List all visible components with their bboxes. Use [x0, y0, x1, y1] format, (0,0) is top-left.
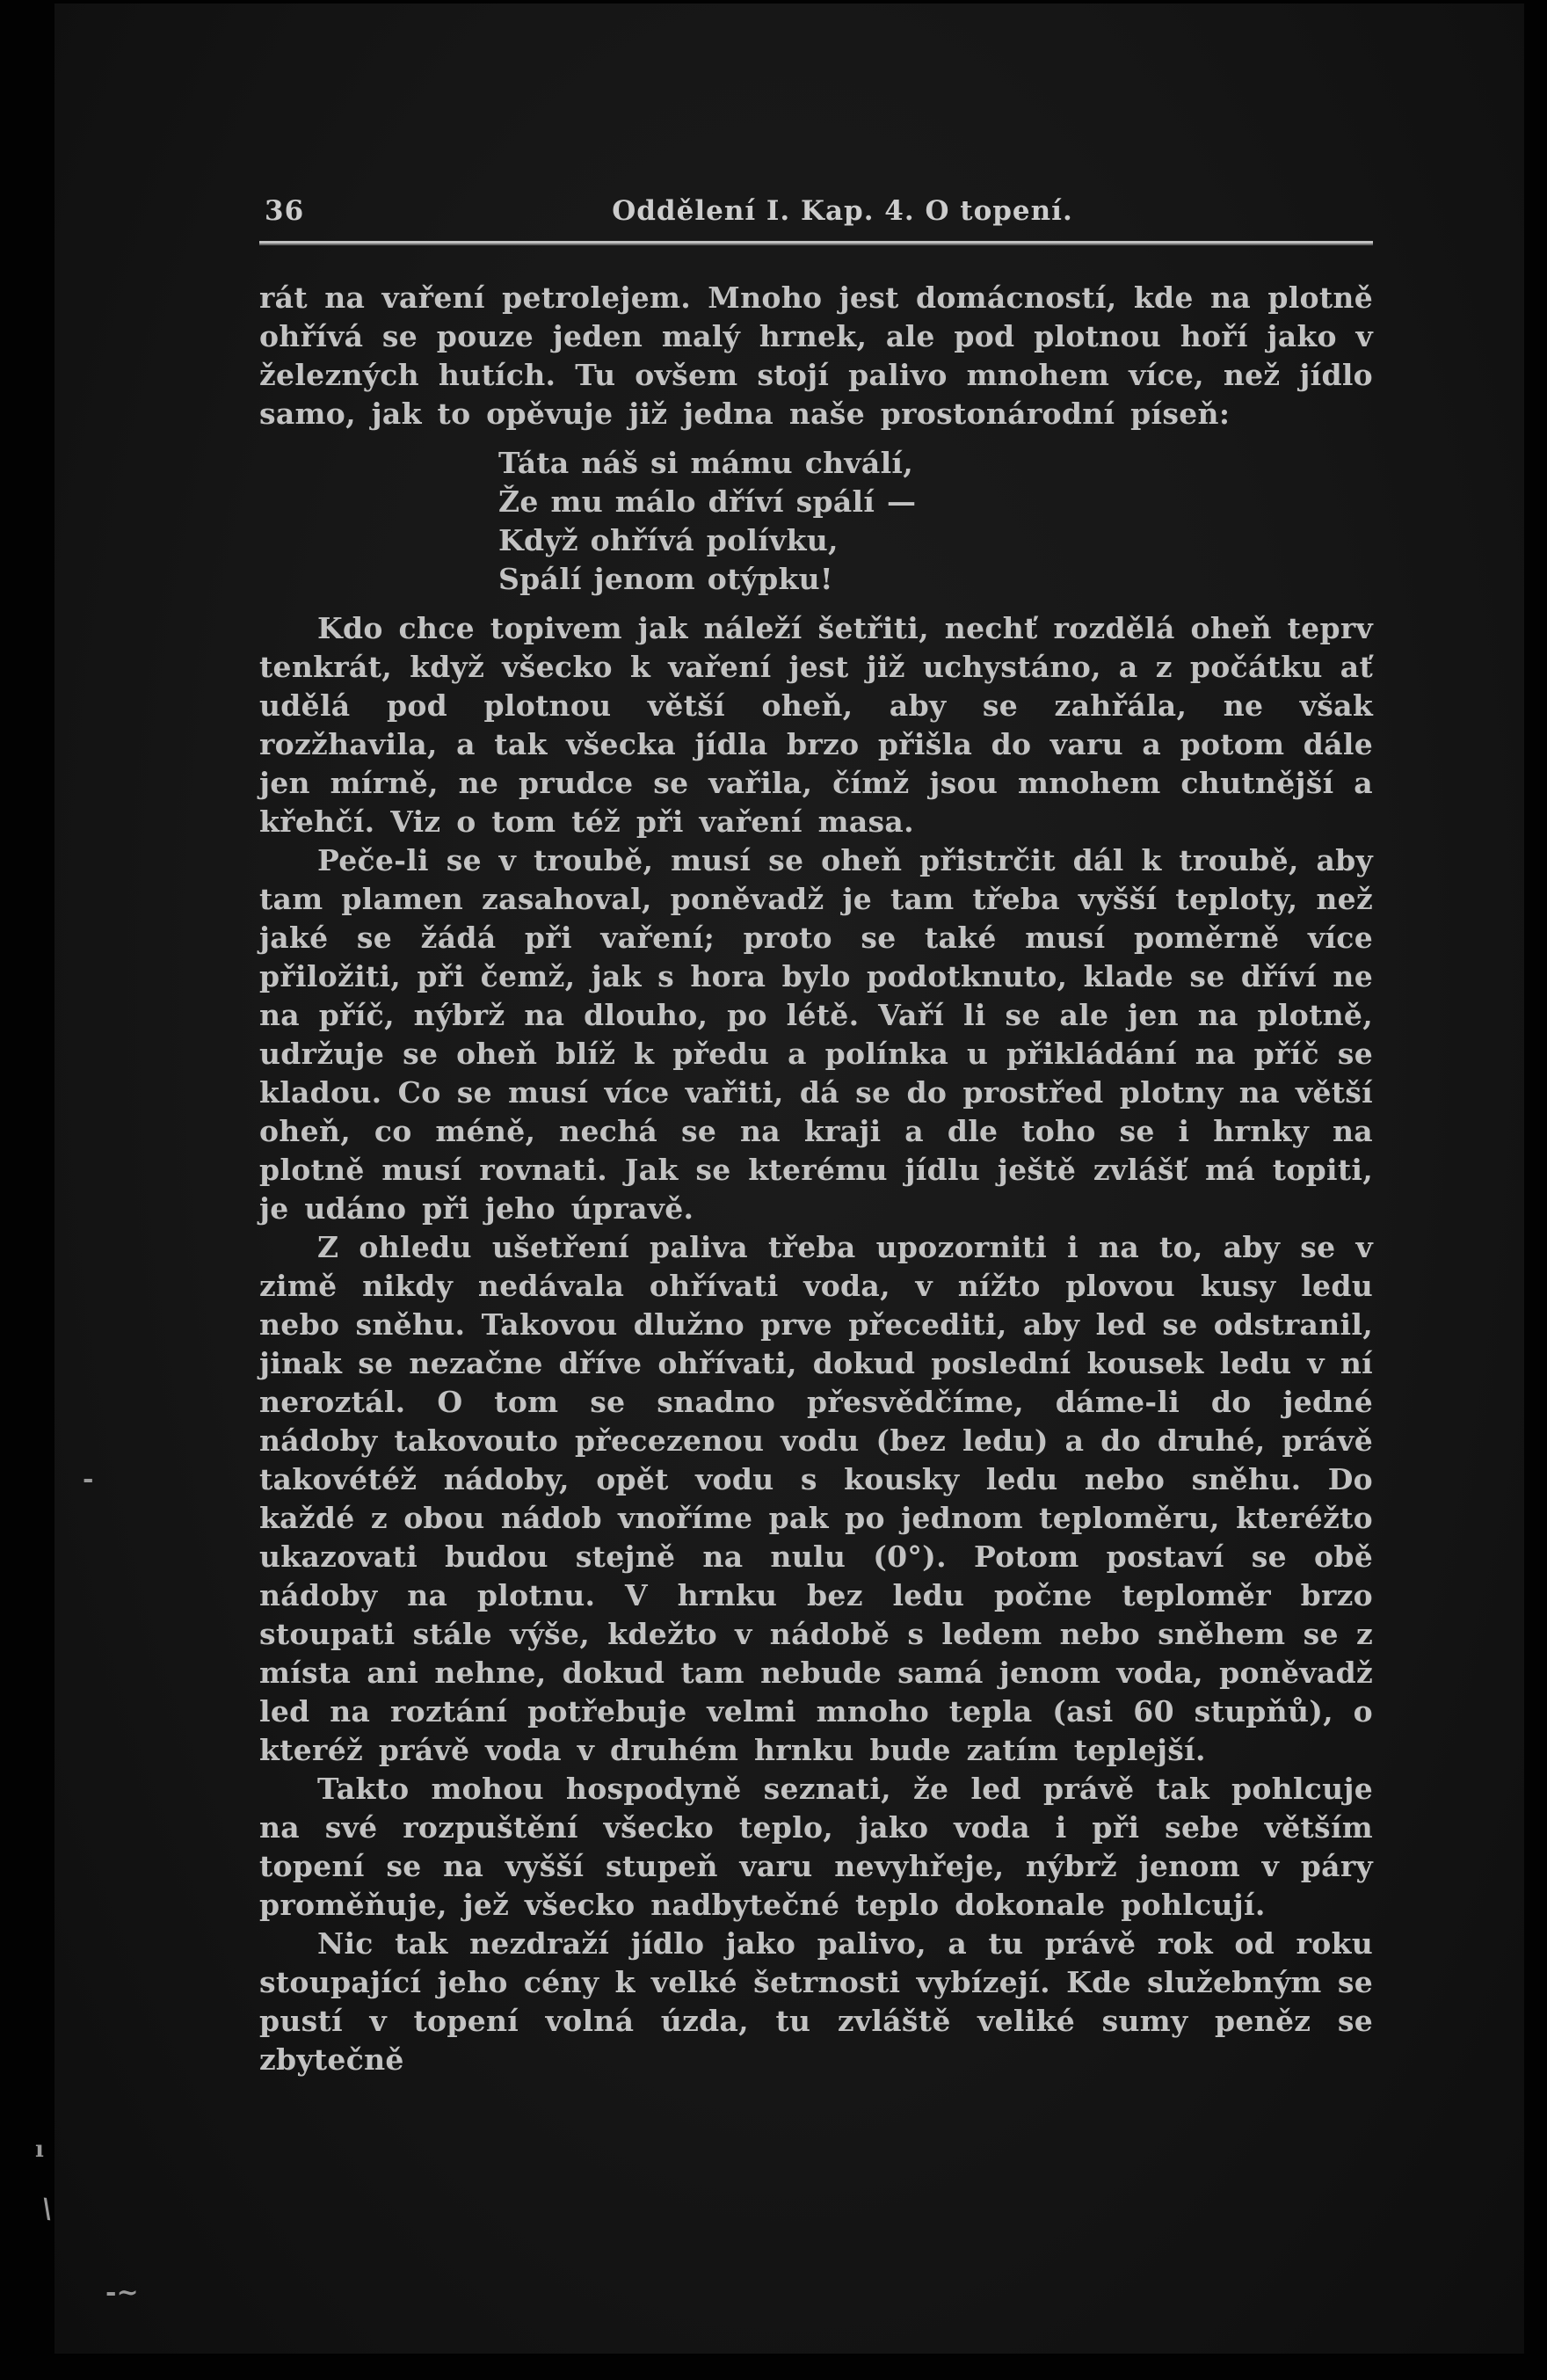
scan-artifact: ı — [35, 2136, 44, 2163]
verse-line: Táta náš si mámu chválí, — [498, 446, 914, 480]
page-body — [259, 279, 1373, 2079]
page-content — [259, 195, 1373, 2079]
scan-artifact: - — [83, 1464, 94, 1495]
paragraph: Nic tak nezdraží jídlo jako palivo, a tu právě rok od roku stoupající jeho cény k velké šetrnosti vybízejí. Kde služebným se pustí v topení volná úzda, tu zvláště veliké sumy peněz se zbytečně — [259, 1926, 1373, 2077]
page-header — [259, 195, 1373, 234]
scanned-page — [54, 4, 1524, 2354]
paragraph: Kdo chce topivem jak náleží šetřiti, nechť rozdělá oheň teprv tenkrát, když všecko k vaření jest již uchystáno, a z počátku ať udělá pod plotnou větší oheň, aby se zahřála, ne však rozžhavila, a tak všecka jídla brzo přišla do varu a potom dále jen mírně, ne prudce se vařila, čímž jsou mnohem chutnější a křehčí. Viz o tom též při vaření masa. — [259, 611, 1373, 839]
paragraph: Z ohledu ušetření paliva třeba upozorniti i na to, aby se v zimě nikdy nedávala ohřívati voda, v nížto plovou kusy ledu nebo sněhu. Takovou dlužno prve přecediti, aby led se odstranil, jinak se nezačne dříve ohřívati, dokud poslední kousek ledu v ní neroztál. O tom se snadno přesvědčíme, dáme-li do jedné nádoby takovouto přecezenou vodu (bez ledu) a do druhé, právě takovétéž nádoby, opět vodu s kousky ledu nebo sněhu. Do každé z obou nádob vnoříme pak po jednom teploměru, kteréžto ukazovati budou stejně na nulu (0°). Potom postaví se obě nádoby na plotnu. V hrnku bez ledu počne teploměr brzo stoupati stále výše, kdežto v nádobě s ledem nebo sněhem se z místa ani nehne, dokud tam nebude samá jenom voda, poněvadž led na roztání potřebuje velmi mnoho tepla (asi 60 stupňů), o kteréž právě voda v druhém hrnku bude zatím teplejší. — [259, 1230, 1373, 1767]
scan-artifact: -~ — [105, 2277, 139, 2308]
verse-line: Že mu málo dříví spálí — — [498, 484, 917, 519]
paragraph: Peče-li se v troubě, musí se oheň přistrčit dál k troubě, aby tam plamen zasahoval, poněvadž je tam třeba vyšší teploty, než jaké se žádá při vaření; proto se také musí poměrně více přiložiti, při čemž, jak s hora bylo podotknuto, klade se dříví ne na příč, nýbrž na dlouho, po létě. Vaří li se ale jen na plotně, udržuje se oheň blíž k předu a polínka u přikládání na příč se kladou. Co se musí více vařiti, dá se do prostřed plotny na větší oheň, co méně, nechá se na kraji a dle toho se i hrnky na plotně musí rovnati. Jak se kterému jídlu ještě zvlášť má topiti, je udáno při jeho úpravě. — [259, 843, 1373, 1226]
running-title: Oddělení I. Kap. 4. O topení. — [612, 195, 1073, 227]
header-rule — [259, 241, 1373, 245]
scan-artifact: \ — [40, 2193, 54, 2225]
verse-line: Spálí jenom otýpku! — [498, 562, 833, 596]
verse-block — [498, 444, 1373, 599]
verse-line: Když ohřívá polívku, — [498, 523, 839, 557]
page-number: 36 — [265, 195, 305, 227]
paragraph: Takto mohou hospodyně seznati, že led právě tak pohlcuje na své rozpuštění všecko teplo, jako voda i při sebe větším topení se na vyšší stupeň varu nevyhřeje, nýbrž jenom v páry proměňuje, jež všecko nadbytečné teplo dokonale pohlcují. — [259, 1772, 1373, 1922]
paragraph-opening: rát na vaření petrolejem. Mnoho jest domácností, kde na plotně ohřívá se pouze jeden malý hrnek, ale pod plotnou hoří jako v železných hutích. Tu ovšem stojí palivo mnohem více, než jídlo samo, jak to opěvuje již jedna naše prostonárodní píseň: — [259, 280, 1373, 431]
